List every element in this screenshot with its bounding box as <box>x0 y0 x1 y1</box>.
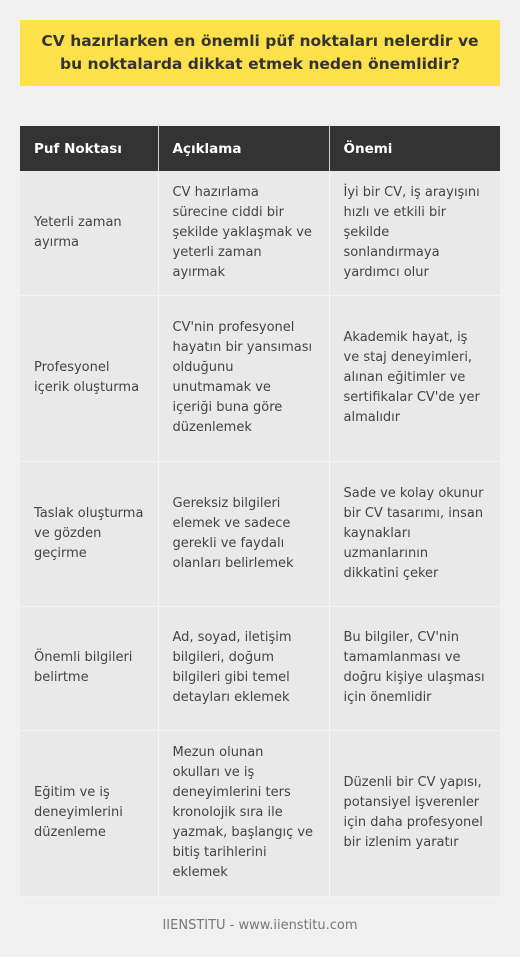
table-row <box>20 461 500 606</box>
cell-tip: Yeterli zaman ayırma <box>20 171 158 295</box>
table-row <box>20 295 500 461</box>
title-banner <box>20 20 500 86</box>
cell-description: CV'nin profesyonel hayatın bir yansıması olduğunu unutmamak ve içeriği buna göre düzenlemek <box>158 295 329 461</box>
cell-description: Gereksiz bilgileri elemek ve sadece gerekli ve faydalı olanları belirlemek <box>158 461 329 606</box>
cell-importance: İyi bir CV, iş arayışını hızlı ve etkili bir şekilde sonlandırmaya yardımcı olur <box>329 171 500 295</box>
tips-table <box>20 126 500 897</box>
cell-tip: Önemli bilgileri belirtme <box>20 606 158 730</box>
cell-importance: Sade ve kolay okunur bir CV tasarımı, insan kaynakları uzmanlarının dikkatini çeker <box>329 461 500 606</box>
header-description: Açıklama <box>158 126 329 171</box>
cell-description: CV hazırlama sürecine ciddi bir şekilde yaklaşmak ve yeterli zaman ayırmak <box>158 171 329 295</box>
cell-description: Mezun olunan okulları ve iş deneyimlerini ters kronolojik sıra ile yazmak, başlangıç ve bitiş tarihlerini eklemek <box>158 730 329 896</box>
cell-description: Ad, soyad, iletişim bilgileri, doğum bilgileri gibi temel detayları eklemek <box>158 606 329 730</box>
table-row <box>20 730 500 896</box>
cell-importance: Bu bilgiler, CV'nin tamamlanması ve doğru kişiye ulaşması için önemlidir <box>329 606 500 730</box>
table-row <box>20 171 500 295</box>
cell-tip: Profesyonel içerik oluşturma <box>20 295 158 461</box>
header-tip: Puf Noktası <box>20 126 158 171</box>
page-title: CV hazırlarken en önemli püf noktaları nelerdir ve bu noktalarda dikkat etmek neden önemlidir? <box>41 32 479 73</box>
cell-importance: Akademik hayat, iş ve staj deneyimleri, alınan eğitimler ve sertifikalar CV'de yer almalıdır <box>329 295 500 461</box>
table-header-row <box>20 126 500 171</box>
header-importance: Önemi <box>329 126 500 171</box>
table-row <box>20 606 500 730</box>
cell-tip: Taslak oluşturma ve gözden geçirme <box>20 461 158 606</box>
cell-tip: Eğitim ve iş deneyimlerini düzenleme <box>20 730 158 896</box>
cell-importance: Düzenli bir CV yapısı, potansiyel işverenler için daha profesyonel bir izlenim yaratır <box>329 730 500 896</box>
footer-credit: IIENSTITU - www.iienstitu.com <box>162 918 358 933</box>
